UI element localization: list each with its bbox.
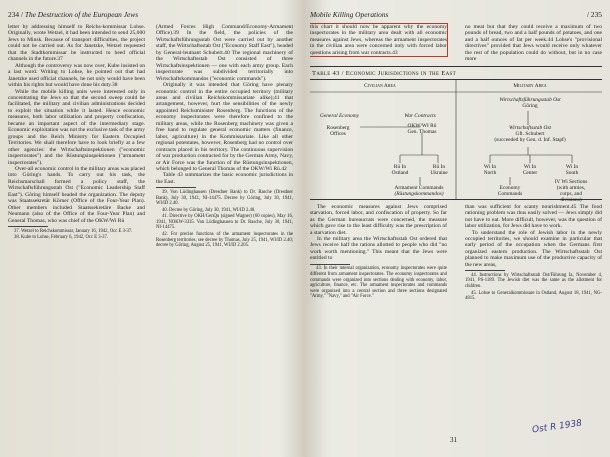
economy-commands-node xyxy=(488,185,532,197)
south-label: South xyxy=(565,169,579,176)
footnote-rule xyxy=(465,270,505,271)
iv-wi-detail: corps, and xyxy=(559,191,583,198)
left-page-header: 234 / The Destruction of the European Jews xyxy=(8,10,139,19)
rosenberg-offices: Offices xyxy=(330,130,346,137)
paragraph: no meat but that they could receive a maximum of two pounds of bread, two and a half pounds of potatoes, and one and a half ounces of fat per week.44 Lohse's "provisional directives" provided that Jews would receive only whatever the rest of the population could do without, but in no case more xyxy=(465,24,602,63)
commands-label: Commands xyxy=(497,190,523,197)
armament-commands-node xyxy=(380,185,458,197)
paragraph: Over-all economic control in the military areas was placed into Göring's hands. To carry out his task, the Reichsmarschall formed a policy staff, the Wirtschaftsführungsstab Ost ("Economic Leadership Staff East"). Göring himself headed the organization. The deputy was Staatssekretär Körner (Office of the Four-Year Plan). Other members included Staatssekretäre Backe and Neumann (also of the Office of the Four-Year Plan) and General Thomas, who was chief of the OKW/Wi Rü xyxy=(8,165,145,224)
war-contracts-label: War Contracts xyxy=(404,112,436,119)
rustungskommandos-label: (Rüstungskommandos) xyxy=(394,190,444,197)
paragraph: Although the controversy was now over, Kube insisted on a last word. Writing to Lohse, he pointed out that had Janetzke used official channels, he not only would have been within his rights but would have done his duty.38 xyxy=(8,62,145,89)
right-page-header: Mobile Killing Operations / 235 xyxy=(310,10,602,19)
right-page xyxy=(310,10,602,450)
paragraph: than was sufficient for scanty nourishment.45 The food rationing problem was thus easily solved — Jews simply did not have to eat. More difficult, however, was the question of labor utilization, for Jews did have to work. xyxy=(465,203,602,230)
economy-label: Economy xyxy=(499,184,521,191)
footnote: 39. Von Lüdinghausen (Dresdner Bank) to Dr. Rasche (Dresdner Bank), July 30, 1941, NI-14475. Decree by Göring, July 30, 1941, WI/ID 2.40. xyxy=(156,189,293,207)
north-label: North xyxy=(483,169,497,176)
footnote: 44. Instructions by Wirtschaftsstab Ost/Führung Ia, November 4, 1941, PS-1189. The Jewish diet was the same as the allotment for children. xyxy=(465,272,602,290)
paragraph: While the mobile killing units were interested only in concentrating the Jews so that the second sweep could be facilitated, the military and civilian administrations decided to exploit the situation while it lasted. Hence economic measures, both labor utilization and property confiscation, became an important aspect of the intermediary stage. Economic exploitation was not the exclusive task of the army groups and the Reich Ministry for Eastern Occupied Territories. We shall therefore have to look briefly at a few other agencies: the Wirtschaftsinspektionen ("economic inspectorates") and the Rüstungsinspektionen ("armament inspectorates"). xyxy=(8,88,145,166)
paragraph: The economic measures against Jews comprised starvation, forced labor, and confiscation of property. So far as the German bureaucrats were concerned, the measure which gave rise to the least difficulty was the prescription of a starvation diet. xyxy=(310,203,447,236)
left-page xyxy=(8,10,293,450)
page-number: 234 xyxy=(8,10,20,19)
wi-in-label: Wi In xyxy=(565,163,579,170)
footnote: 42. For precise functions of the armament inspectorates in the Rosenberg territories, see decree by Thomas, July 25, 1941, WI/ID 2.40; decree by Göring, August 25, 1941, WI/ID 2.205. xyxy=(156,232,293,249)
general-economy-label: General Economy xyxy=(319,112,360,119)
paragraph: (Armed Forces High Command/Economy-Armament Office).39 In the field, the policies of the Wirtschaftsführungsstab Ost were carried out by another staff, the Wirtschaftsstab Ost ("Economy Staff East"), headed by General-leutnant Schubert.40 The regional machinery of the Wirtschaftsstab Ost consisted of three Wirtschaftsinspektionen — one with each army group. Each inspectorate was subdivided territorially into Wirtschaftskommandos ("economic commands"). xyxy=(156,24,293,82)
wfst-node xyxy=(470,97,590,109)
wi-in-center-node xyxy=(516,164,544,176)
wst-head: Gft. Schubert xyxy=(515,130,545,137)
footnote: 41. Directive by OKH/GenQu (signed Wagner) (60 copies), May 16, 1941, NOKW-3335. Von Lüdinghausen to Dr. Rasche, July 30, 1941, NI-14475. xyxy=(156,214,293,231)
right-bottom-column-1 xyxy=(310,204,447,302)
right-top-column-1 xyxy=(310,24,447,63)
footnote-rule xyxy=(310,264,350,265)
footnote: 37. Wetzel to Reichskommissar, January 16, 1942, Occ E 3-37. xyxy=(14,228,133,234)
wfst-head: Göring xyxy=(522,102,538,109)
wi-in-label: Wi In xyxy=(483,163,497,170)
footnote: 45. Lohse to Generalkommissare in Ostland, August 18, 1941, NG-4815. xyxy=(465,290,602,302)
table-title: Table 43 / Economic Jurisdictions in the East xyxy=(310,67,602,80)
wi-in-label: Wi In xyxy=(523,163,537,170)
okw-name: OKW/WI Rü xyxy=(407,122,437,129)
left-column-2 xyxy=(156,24,293,249)
wst-node xyxy=(470,125,590,144)
footnote: 43. In their internal organization, economy inspectorates were quite different from armament inspectorates. The economy inspectorates and commands were organized into sections dealing with economy, labor, agriculture, finance, etc. The armament inspectorates and commands were organized into a central section and three sections designated "Army," "Navy," and "Air Force." xyxy=(310,266,447,300)
ru-in-label: Rü In xyxy=(432,163,446,170)
ru-in-ostland-node xyxy=(386,164,414,176)
page-footer-number: 31 xyxy=(450,436,457,444)
rosenberg-name: Rosenberg xyxy=(326,124,350,131)
paragraph: Table 43 summarizes the basic economic jurisdictions in the East. xyxy=(156,172,293,185)
civilian-area-label: Civilian Area xyxy=(364,82,396,89)
paragraph: To understand the role of Jewish labor in the newly occupied territories, we should examine in particular that early period of the occupation when the Germans first organized eastern production. The Wirtschaftsstab Ost planned to make maximum use of the productive capacity of the new areas, xyxy=(465,229,602,268)
right-bottom-column-2 xyxy=(465,204,602,302)
wi-in-south-node xyxy=(558,164,586,176)
footnote: 38. Kube to Lohse, February 6, 1942, Occ E 3-37. xyxy=(14,235,108,241)
paragraph: Originally it was intended that Göring have plenary economic control in the entire occupied territory (military areas and civilian Reichskommissariate alike);41 that arrangement, however, hurt the sensibilities of the newly appointed Reichsminister Rosenberg. The functions of the economy inspectorates were therefore confined to the military areas, while the Rosenberg machinery was given a free hand to regulate general economic matters (finance, labor, agriculture) in the Kommissariate. Like all other regional potentates, however, Rosenberg had no control over contracts placed in his territory. The continuous supervision of war production contracted for by the German Army, Navy, or Air Force was the function of the Rüstungsinspektionen, which belonged to General Thomas of the OKW/Wi Rü.42 xyxy=(156,82,293,172)
handwritten-annotation: Ost R 1938 xyxy=(531,418,583,436)
okw-head: Gen. Thomas xyxy=(407,128,437,135)
right-top-column-2 xyxy=(465,24,602,63)
rosenberg-node xyxy=(318,125,358,137)
iv-wi-sections-node xyxy=(542,179,600,204)
armament-commands-label: Armament Commands xyxy=(394,184,444,191)
okw-node xyxy=(396,123,448,135)
iv-wi-detail: (with armies, xyxy=(556,184,586,191)
footnote: 40. Decree by Göring, July 30, 1941, WI/ID 2.40. xyxy=(162,207,256,213)
center-label: Center xyxy=(522,169,538,176)
page-number: 235 xyxy=(590,10,602,19)
iv-wi-label: IV Wi Sections xyxy=(554,178,588,185)
iv-wi-detail: divisions) xyxy=(560,197,582,204)
paragraph: letter by addressing himself to Reichs-kommissar Lohse. Originally, wrote Wetzel, it had been intended to send 25,000 Jews to Minsk. Because of transport difficulties, the project could not be carried out. As for Janetzke, Wetzel requested that the Stadtkommissar be instructed to heed official channels in the future.37 xyxy=(8,24,145,63)
wi-in-north-node xyxy=(476,164,504,176)
military-area-label: Military Area xyxy=(513,82,547,89)
ostland-label: Ostland xyxy=(391,169,409,176)
ukraine-label: Ukraine xyxy=(430,169,448,176)
wst-name: Wirtschaftsstab Ost xyxy=(508,124,552,131)
paragraph: In the military area the Wirtschaftsstab Ost ordered that Jews receive half the rations allotted to people who did "no work worth mentioning." This meant that the Jews were entitled to xyxy=(310,235,447,262)
wfst-name: Wirtschaftsführungsstab Ost xyxy=(499,96,561,103)
wst-successor: (succeeded by Gen. d. Inf. Stapf) xyxy=(494,137,566,144)
footnote-rule xyxy=(156,187,196,188)
running-title: Mobile Killing Operations xyxy=(310,10,389,19)
left-column-1 xyxy=(8,24,145,249)
jurisdiction-table xyxy=(310,66,602,204)
footnote-rule xyxy=(8,226,48,227)
ru-in-ukraine-node xyxy=(424,164,454,176)
ru-in-label: Rü In xyxy=(393,163,407,170)
highlighted-paragraph: this chart it should now be apparent why the economy inspectorates in the military area dealt with all economic measures against Jews, whereas the armament inspectorates in the civilian area were concerned only with forced labor questions arising from war contracts.43 xyxy=(310,24,447,56)
running-title: The Destruction of the European Jews xyxy=(24,10,139,19)
